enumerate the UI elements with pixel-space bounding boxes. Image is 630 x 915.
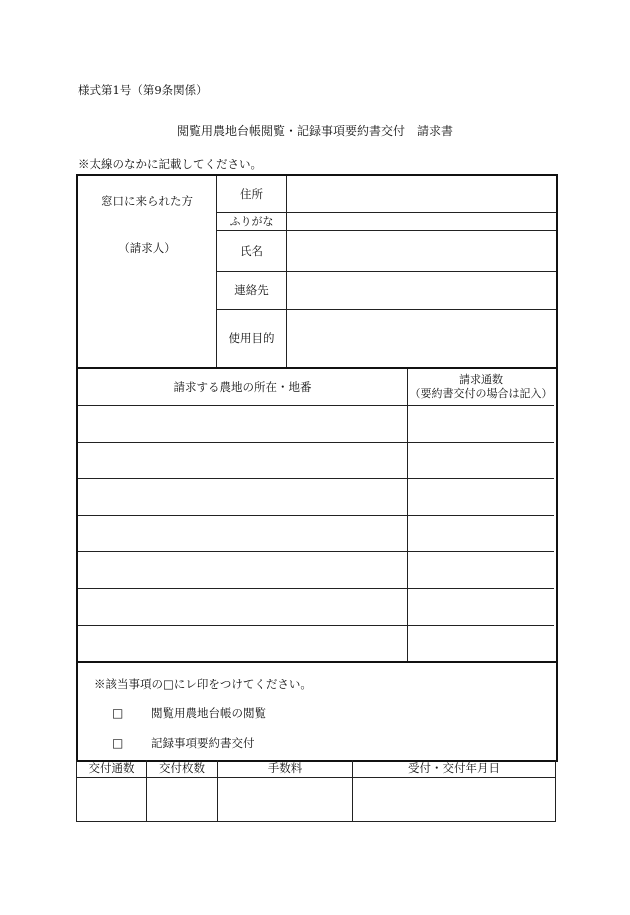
receipt-date-header: 受付・交付年月日 [408, 761, 500, 776]
fee-field[interactable] [218, 778, 352, 821]
location-cell[interactable] [78, 479, 407, 515]
copies-cell[interactable] [408, 406, 554, 442]
furigana-field[interactable] [287, 213, 554, 230]
copies-cell[interactable] [408, 479, 554, 515]
option-summary[interactable] [112, 735, 255, 751]
issued-copies-field[interactable] [77, 778, 146, 821]
option-view[interactable] [112, 705, 266, 721]
page-title: 閲覧用農地台帳閲覧・記録事項要約書交付 請求書 [176, 124, 453, 138]
checkbox-icon[interactable]: □ [112, 706, 124, 720]
issued-sheets-field[interactable] [147, 778, 217, 821]
requester-label: （請求人） [118, 240, 176, 255]
location-header: 請求する農地の所在・地番 [173, 379, 312, 394]
copies-header-line2: （要約書交付の場合は記入） [409, 387, 553, 400]
copies-header-line1: 請求通数 [459, 373, 503, 387]
name-field[interactable] [287, 231, 554, 271]
form-number: 様式第1号（第9条関係） [78, 83, 208, 97]
copies-cell[interactable] [408, 516, 554, 552]
checkbox-icon[interactable]: □ [112, 736, 124, 750]
fee-header: 手数料 [267, 761, 303, 776]
issued-sheets-header: 交付枚数 [159, 761, 205, 776]
copies-cell[interactable] [408, 552, 554, 588]
address-label: 住所 [240, 186, 263, 201]
visitor-label: 窓口に来られた方 [101, 193, 193, 208]
option-summary-label: 記録事項要約書交付 [151, 736, 255, 750]
location-cell[interactable] [78, 443, 407, 479]
check-instruction: ※該当事項の□にレ印をつけてください。 [94, 677, 312, 691]
purpose-label: 使用目的 [228, 331, 275, 346]
location-cell[interactable] [78, 626, 407, 662]
location-cell[interactable] [78, 552, 407, 588]
option-view-label: 閲覧用農地台帳の閲覧 [151, 706, 266, 720]
furigana-label: ふりがな [229, 214, 274, 228]
location-cell[interactable] [78, 406, 407, 442]
location-cell[interactable] [78, 589, 407, 625]
address-field[interactable] [287, 176, 554, 212]
name-label: 氏名 [240, 243, 263, 258]
copies-header [408, 369, 554, 405]
contact-field[interactable] [287, 272, 554, 309]
copies-cell[interactable] [408, 589, 554, 625]
receipt-date-field[interactable] [353, 778, 555, 821]
copies-cell[interactable] [408, 443, 554, 479]
purpose-field[interactable] [287, 310, 554, 367]
location-cell[interactable] [78, 516, 407, 552]
contact-label: 連絡先 [234, 283, 269, 298]
instruction-text: ※太線のなかに記載してください。 [78, 157, 262, 171]
copies-cell[interactable] [408, 626, 554, 662]
issued-copies-header: 交付通数 [88, 761, 135, 776]
